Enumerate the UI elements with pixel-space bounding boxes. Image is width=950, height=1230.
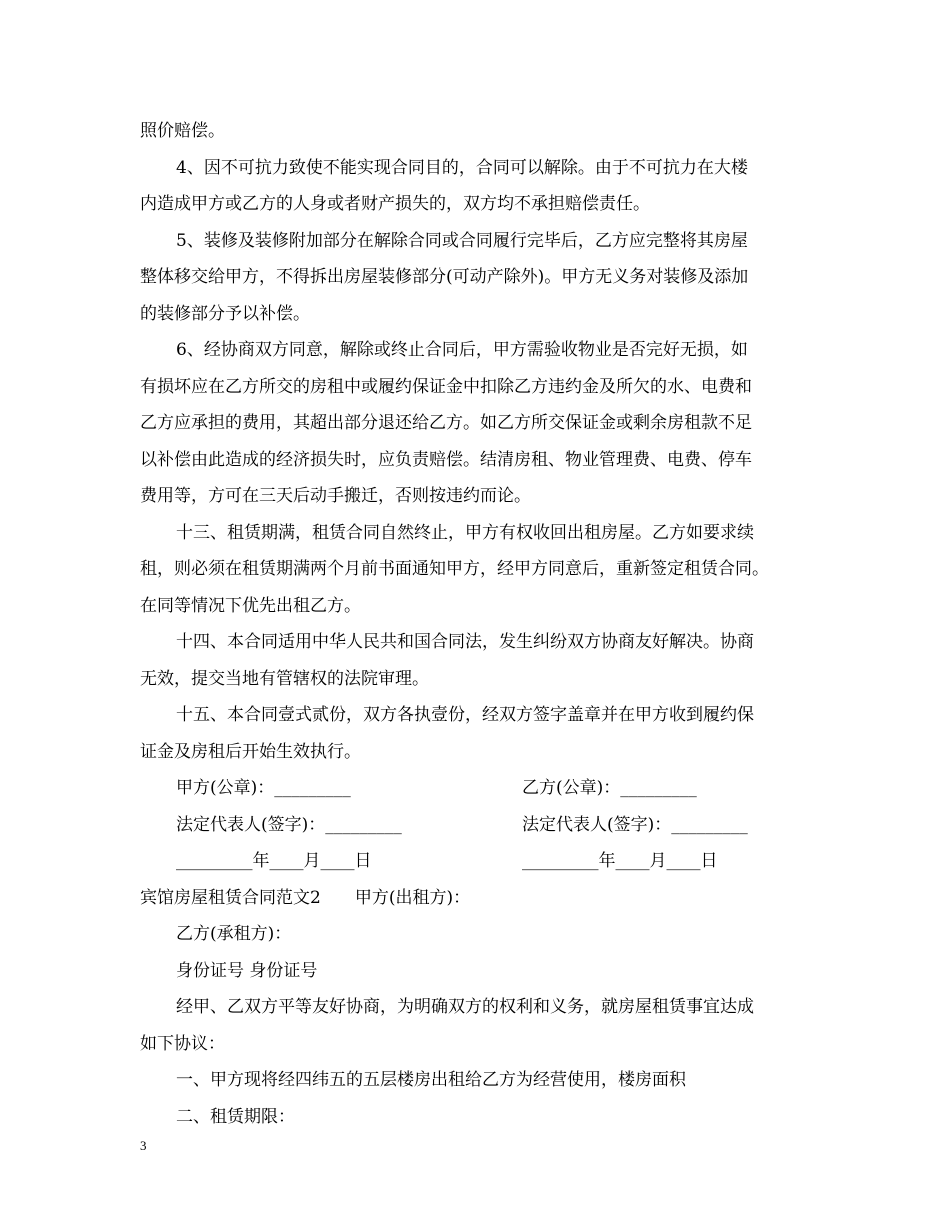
signature-row-seal bbox=[140, 770, 812, 807]
signature-row-representative bbox=[140, 807, 812, 844]
text-line: 身份证号 身份证号 bbox=[176, 960, 318, 981]
text-line: 在同等情况下优先出租乙方。 bbox=[140, 595, 361, 616]
text-line: 十四、本合同适用中华人民共和国合同法，发生纠纷双方协商友好解决。协商 bbox=[176, 632, 754, 652]
text-line: 乙方应承担的费用，其超出部分退还给乙方。如乙方所交保证金或剩余房租款不足 bbox=[140, 413, 752, 433]
party-a-seal: 甲方(公章)：_________ bbox=[176, 778, 351, 798]
text-line: 如下协议： bbox=[140, 1033, 225, 1054]
text-line: 6、经协商双方同意，解除或终止合同后，甲方需验收物业是否完好无损，如 bbox=[176, 340, 748, 360]
text-line: 有损坏应在乙方所交的房租中或履约保证金中扣除乙方违约金及所欠的水、电费和 bbox=[140, 376, 752, 397]
text-line: 证金及房租后开始生效执行。 bbox=[140, 741, 361, 762]
party-b-representative: 法定代表人(签字)：_________ bbox=[522, 814, 748, 835]
text-line: 以补偿由此造成的经济损失时，应负责赔偿。结清房租、物业管理费、电费、停车 bbox=[140, 449, 752, 470]
signature-row-date bbox=[140, 843, 812, 880]
text-line: 十五、本合同壹式贰份，双方各执壹份，经双方签字盖章并在甲方收到履约保 bbox=[176, 705, 754, 725]
text-line: 十三、租赁期满，租赁合同自然终止，甲方有权收回出租房屋。乙方如要求续 bbox=[176, 522, 754, 543]
text-line: 二、租赁期限： bbox=[176, 1106, 295, 1127]
text-line: 的装修部分予以补偿。 bbox=[140, 303, 310, 324]
party-b-date: _________年____月____日 bbox=[522, 851, 718, 871]
text-line: 租，则必须在租赁期满两个月前书面通知甲方，经甲方同意后，重新签定租赁合同。 bbox=[140, 559, 769, 579]
text-line: 宾馆房屋租赁合同范文2 甲方(出租方)： bbox=[140, 887, 471, 908]
text-line: 5、装修及装修附加部分在解除合同或合同履行完毕后，乙方应完整将其房屋 bbox=[176, 230, 748, 251]
party-b-seal: 乙方(公章)：_________ bbox=[522, 778, 697, 798]
party-a-representative: 法定代表人(签字)：_________ bbox=[176, 814, 402, 835]
text-line: 照价赔偿。 bbox=[140, 121, 225, 141]
page-number: 3 bbox=[140, 1138, 147, 1153]
text-line: 无效，提交当地有管辖权的法院审理。 bbox=[140, 668, 429, 689]
text-line: 一、甲方现将经四纬五的五层楼房出租给乙方为经营使用，楼房面积 bbox=[176, 1070, 686, 1090]
text-line: 内造成甲方或乙方的人身或者财产损失的，双方均不承担赔偿责任。 bbox=[140, 194, 650, 214]
text-line: 费用等，方可在三天后动手搬迁，否则按违约而论。 bbox=[140, 486, 531, 506]
text-line: 乙方(承租方)： bbox=[176, 924, 292, 944]
text-line: 4、因不可抗力致使不能实现合同目的，合同可以解除。由于不可抗力在大楼 bbox=[176, 157, 748, 178]
document-body bbox=[140, 113, 812, 1135]
text-line: 整体移交给甲方，不得拆出房屋装修部分(可动产除外)。甲方无义务对装修及添加 bbox=[140, 267, 749, 287]
party-a-date: _________年____月____日 bbox=[176, 851, 372, 871]
text-line: 经甲、乙双方平等友好协商，为明确双方的权利和义务，就房屋租赁事宜达成 bbox=[176, 997, 754, 1017]
